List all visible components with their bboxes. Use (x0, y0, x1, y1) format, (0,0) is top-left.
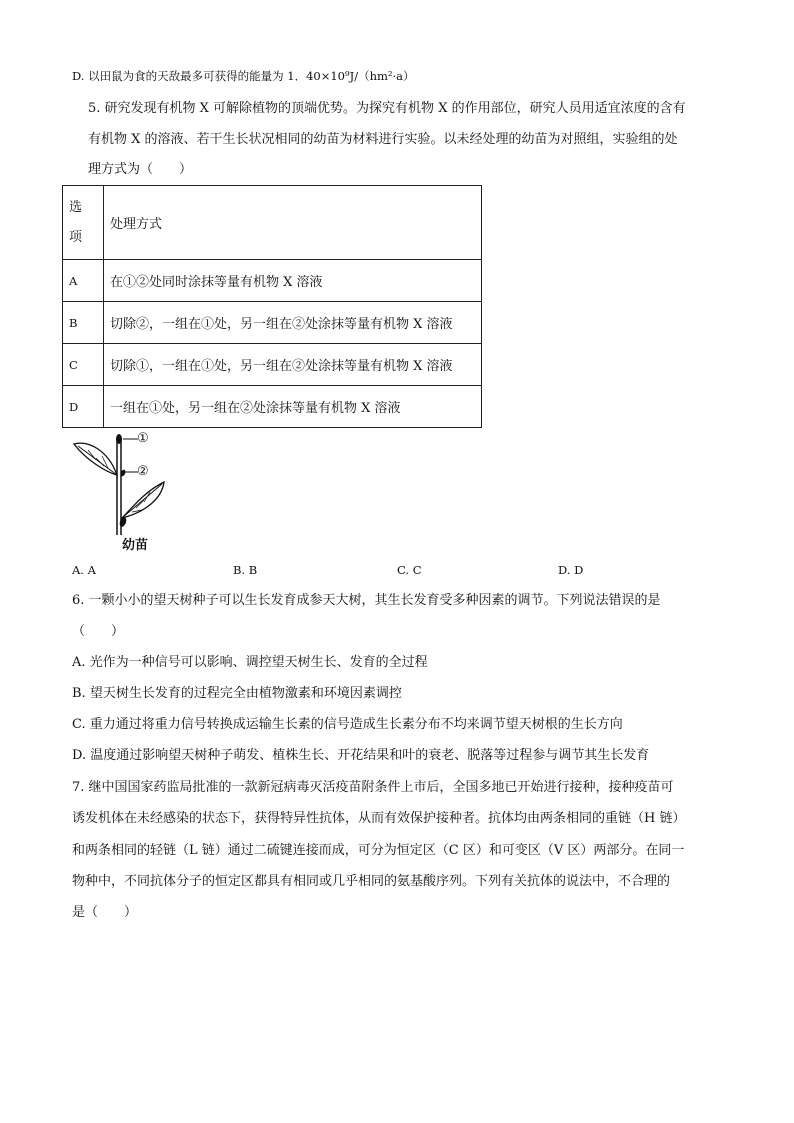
table-row (63, 260, 482, 302)
seedling-drawing (66, 430, 176, 555)
q5-stem-line1: 5. 研究发现有机物 X 可解除植物的顶端优势。为探究有机物 X 的作用部位，研究人员用适宜浓度的含有 (88, 101, 686, 116)
q5-choice-b: B. B (233, 563, 258, 577)
q5-choice-c: C. C (397, 563, 422, 577)
table-row (63, 386, 482, 428)
q5-options-table (62, 185, 482, 428)
header-method-cell: 处理方式 (104, 186, 482, 260)
figure-caption: 幼苗 (122, 538, 149, 553)
header-option-cell (63, 186, 104, 260)
q6-option-a: A. 光作为一种信号可以影响、调控望天树生长、发育的全过程 (72, 655, 428, 670)
lower-leaf-vein (122, 484, 162, 518)
q6-option-d: D. 温度通过影响望天树种子萌发、植株生长、开花结果和叶的衰老、脱落等过程参与调节其生长发育 (72, 748, 650, 763)
row-method: 一组在①处，另一组在②处涂抹等量有机物 X 溶液 (104, 386, 482, 428)
table-row (63, 302, 482, 344)
q7-line4: 物种中，不同抗体分子的恒定区都具有相同或几乎相同的氨基酸序列。下列有关抗体的说法中，不合理的 (72, 874, 671, 889)
q6-stem-line2: （ ） (72, 624, 125, 639)
seedling-figure (66, 430, 176, 555)
row-option: D (63, 386, 104, 428)
q6-stem-line1: 6. 一颗小小的望天树种子可以生长发育成参天大树，其生长发育受多种因素的调节。下列说法错误的是 (72, 593, 661, 608)
header-option-char2: 项 (69, 229, 83, 245)
q6-option-b: B. 望天树生长发育的过程完全由植物激素和环境因素调控 (72, 686, 402, 701)
q7-line3: 和两条相同的轻链（L 链）通过二硫键连接而成，可分为恒定区（C 区）和可变区（V 区）两部分。在同一 (72, 843, 685, 858)
table-header-row (63, 186, 482, 260)
header-option-char1: 选 (69, 199, 83, 215)
row-method: 切除②，一组在①处，另一组在②处涂抹等量有机物 X 溶液 (104, 302, 482, 344)
q5-stem-line3: 理方式为（ ） (88, 162, 193, 177)
row-option: B (63, 302, 104, 344)
figure-label-2: ② (137, 464, 149, 479)
q7-line1: 7. 继中国国家药监局批准的一款新冠病毒灭活疫苗附条件上市后，全国多地已开始进行接种，接种疫苗可 (72, 780, 674, 795)
upper-leaf-vein (78, 446, 117, 475)
q6-option-c: C. 重力通过将重力信号转换成运输生长素的信号造成生长素分布不均来调节望天树根的生长方向 (72, 717, 623, 732)
q7-line5: 是（ ） (72, 905, 138, 920)
row-option: C (63, 344, 104, 386)
row-option: A (63, 260, 104, 302)
q5-choice-d: D. D (558, 563, 584, 577)
terminal-bud (116, 434, 122, 444)
q4-option-d: D. 以田鼠为食的天敌最多可获得的能量为 1．40×10⁹J/（hm²·a） (72, 69, 415, 83)
table-row (63, 344, 482, 386)
row-method: 在①②处同时涂抹等量有机物 X 溶液 (104, 260, 482, 302)
q5-choice-a: A. A (72, 563, 96, 577)
q5-stem-line2: 有机物 X 的溶液、若干生长状况相同的幼苗为材料进行实验。以未经处理的幼苗为对照组，实验组的处 (88, 132, 678, 147)
row-method: 切除①，一组在①处，另一组在②处涂抹等量有机物 X 溶液 (104, 344, 482, 386)
figure-label-1: ① (137, 431, 149, 446)
q7-line2: 诱发机体在未经感染的状态下，获得特异性抗体，从而有效保护接种者。抗体均由两条相同的重链（H 链） (72, 811, 686, 826)
